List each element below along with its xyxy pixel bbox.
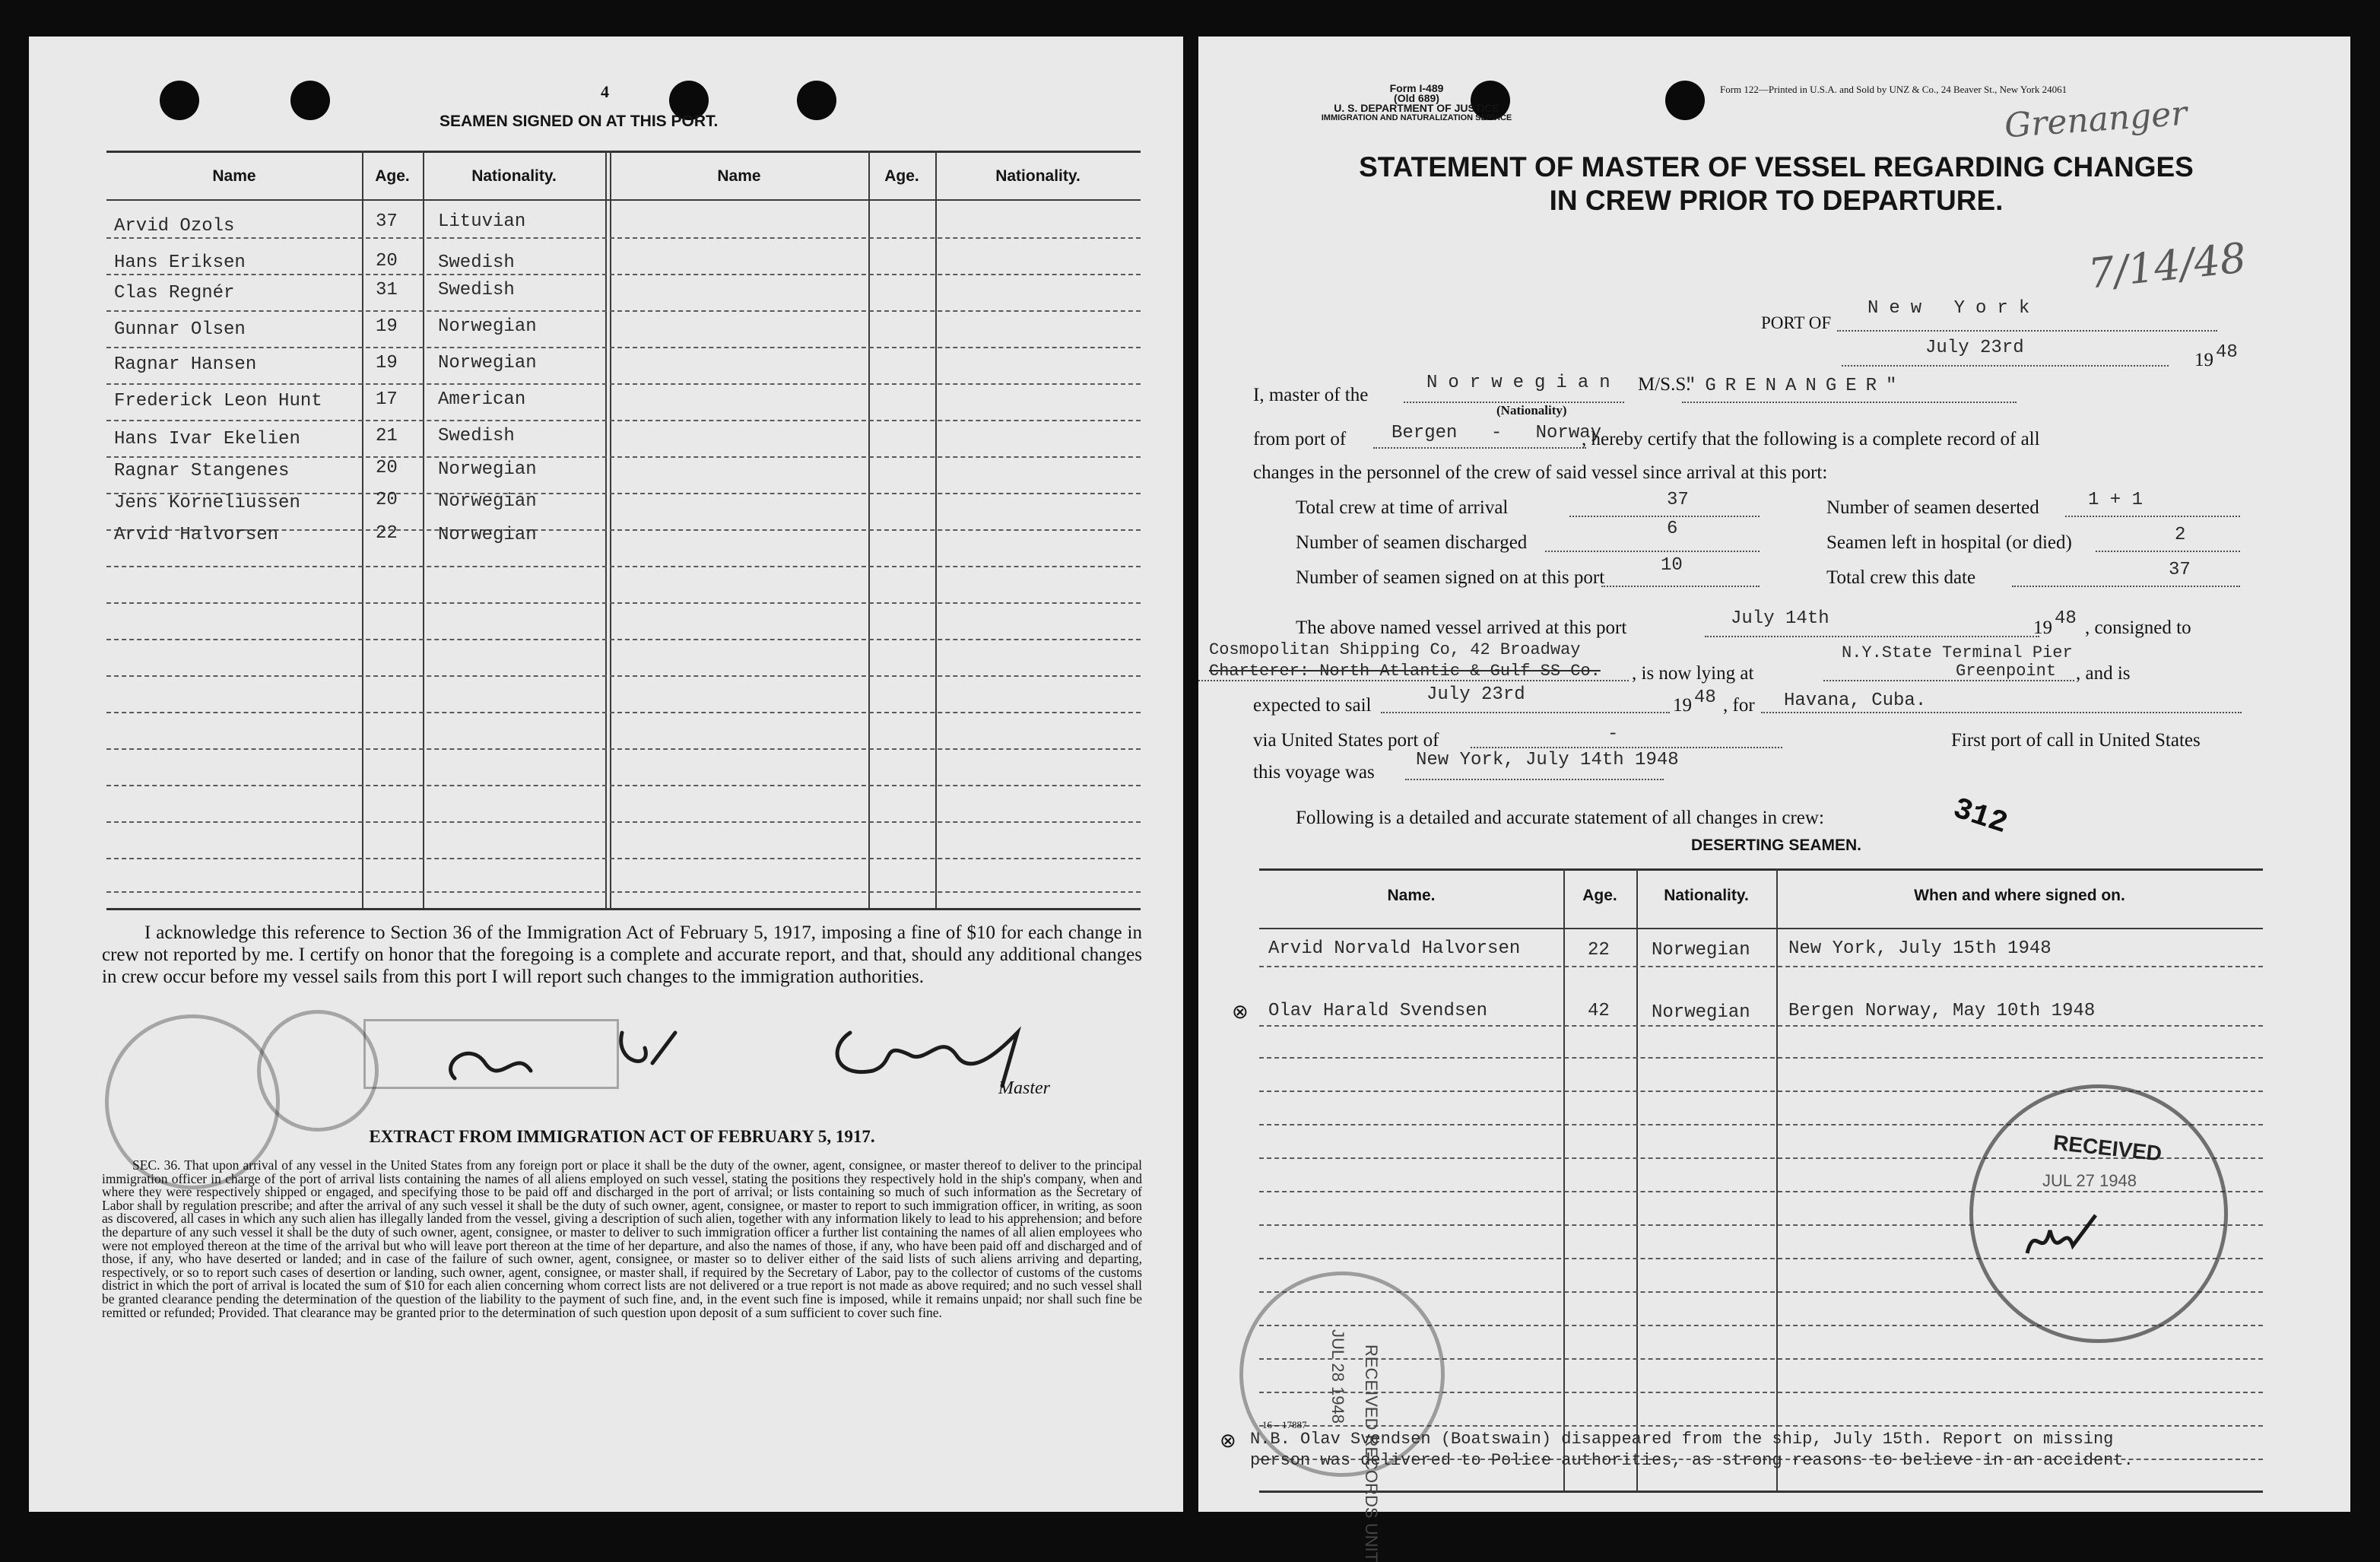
expected-date: July 23rd [1426, 684, 1525, 705]
total-crew-arrival: 37 [1667, 490, 1689, 510]
row-rule [1259, 1025, 2263, 1027]
punch-hole [797, 81, 836, 120]
deserter-age: 42 [1588, 1001, 1610, 1021]
table-header-rule [106, 199, 1141, 201]
count-line [2012, 586, 2240, 587]
count-line [1569, 516, 1760, 517]
nationality-caption: (Nationality) [1496, 403, 1567, 417]
form-number: Form I-489 [1389, 82, 1444, 94]
master-of-label: I, master of the [1253, 385, 1369, 405]
count-line [2096, 551, 2240, 552]
total-crew-arrival-label: Total crew at time of arrival [1296, 497, 1509, 518]
seaman-nationality: Lituvian [438, 211, 526, 232]
total-crew-date-label: Total crew this date [1826, 567, 1976, 588]
table-top-rule [1259, 868, 2263, 871]
hospital: 2 [2175, 525, 2186, 545]
deserter-name: Olav Harald Svendsen [1268, 1001, 1488, 1021]
column-header-age: Age. [884, 167, 919, 185]
consignee-line-2: Charterer: North Atlantic & Gulf SS Co. [1209, 662, 1601, 681]
extract-title: EXTRACT FROM IMMIGRATION ACT OF FEBRUARY 5, 1917. [369, 1127, 875, 1146]
date-value: July 23rd [1925, 338, 2024, 358]
form-title [1244, 151, 2309, 217]
seaman-nationality: American [438, 389, 526, 410]
nationality-value: Norwegian [1426, 373, 1621, 393]
deserter-nationality: Norwegian [1652, 940, 1750, 960]
column-header-age: Age. [375, 167, 410, 185]
deserter-age: 22 [1588, 940, 1610, 960]
row-rule [106, 310, 1141, 312]
column-divider [1636, 868, 1638, 1491]
year-prefix: 19 [2194, 350, 2213, 370]
port-of-value: New York [1868, 298, 2041, 319]
master-label: Master [998, 1078, 1050, 1098]
signature [424, 1002, 1109, 1116]
certify-text: , hereby certify that the following is a complete record of all [1582, 429, 2040, 449]
deserter-nationality: Norwegian [1652, 1002, 1750, 1023]
deserting-title: DESERTING SEAMEN. [1690, 837, 1862, 854]
destination: Havana, Cuba. [1784, 691, 1927, 711]
seaman-nationality: Swedish [438, 426, 515, 446]
column-divider [1776, 868, 1778, 1491]
expected-year-suffix: 48 [1694, 687, 1716, 708]
deserter-signed-on: Bergen Norway, May 10th 1948 [1788, 1001, 2096, 1021]
hospital-label: Seamen left in hospital (or died) [1826, 532, 2072, 553]
discharged-label: Number of seamen discharged [1296, 532, 1528, 553]
count-line [2065, 516, 2240, 517]
seaman-nationality: Norwegian [438, 353, 537, 373]
port-line [1837, 330, 2217, 332]
column-header-nationality: Nationality. [471, 167, 557, 185]
initials-mark [2020, 1208, 2111, 1268]
row-rule [106, 456, 1141, 458]
column-divider [1563, 868, 1565, 1491]
seaman-name: Hans Eriksen [114, 252, 246, 273]
row-rule [106, 785, 1141, 786]
deserter-name: Arvid Norvald Halvorsen [1268, 938, 1521, 959]
total-crew-date: 37 [2169, 560, 2191, 580]
arrived-date: July 14th [1731, 608, 1829, 629]
first-port-label: First port of call in United States [1951, 730, 2201, 751]
seaman-name: Arvid Halvorsen [114, 525, 279, 545]
row-rule [1259, 966, 2263, 967]
row-rule [106, 566, 1141, 567]
seaman-nationality: Norwegian [438, 316, 537, 337]
row-rule [106, 347, 1141, 348]
seaman-nationality: Norwegian [438, 459, 537, 480]
punch-hole [160, 81, 199, 120]
seaman-nationality: Norwegian [438, 491, 537, 512]
table-header-rule [1259, 928, 2263, 929]
punch-hole [290, 81, 330, 120]
seaman-age: 21 [376, 426, 398, 446]
via-line [1471, 747, 1782, 748]
right-page [1198, 37, 2350, 1562]
seaman-age: 17 [376, 389, 398, 410]
handwritten-date: 7/14/48 [2086, 233, 2248, 298]
row-rule [106, 639, 1141, 640]
note-line-1: N.B. Olav Svendsen (Boatswain) disappeared from the ship, July 15th. Report on missing [1250, 1430, 2114, 1449]
from-port-value: Bergen - Norway [1392, 423, 1602, 443]
and-is-text: , and is [2076, 663, 2131, 684]
deserted: 1 + 1 [2088, 490, 2144, 510]
seaman-name: Ragnar Hansen [114, 354, 257, 375]
row-rule [1259, 1057, 2263, 1059]
following-text: Following is a detailed and accurate statement of all changes in crew: [1296, 808, 1824, 828]
table-bottom-rule [106, 908, 1141, 910]
title-line-1: STATEMENT OF MASTER OF VESSEL REGARDING CHANGES [1359, 151, 2194, 183]
consigned-text: , consigned to [2085, 617, 2191, 638]
signed-on-label: Number of seamen signed on at this port [1296, 567, 1605, 588]
year-suffix: 48 [2216, 342, 2238, 363]
seaman-age: 20 [376, 458, 398, 478]
printer-note: Form 122—Printed in U.S.A. and Sold by UNZ & Co., 24 Beaver St., New York 24061 [1720, 84, 2067, 95]
column-header-nationality: Nationality. [995, 167, 1081, 185]
form-old-number: (Old 689) [1394, 92, 1439, 104]
row-rule [106, 748, 1141, 750]
count-line [1601, 586, 1760, 587]
row-rule [106, 712, 1141, 713]
expected-label: expected to sail [1253, 695, 1372, 716]
destination-line [1761, 712, 2242, 713]
row-rule [106, 420, 1141, 421]
consignee-line-1: Cosmopolitan Shipping Co, 42 Broadway [1209, 640, 1581, 659]
voyage-line [1405, 779, 1664, 780]
seaman-age: 19 [376, 353, 398, 373]
count-line [1545, 551, 1760, 552]
lying-value-2: Greenpoint [1956, 662, 2057, 681]
section-title: SEAMEN SIGNED ON AT THIS PORT. [440, 113, 719, 130]
arrived-year-prefix: 19 [2033, 617, 2052, 638]
changes-text: changes in the personnel of the crew of said vessel since arrival at this port: [1253, 462, 1828, 483]
seaman-age: 31 [376, 280, 398, 300]
voyage-label: this voyage was [1253, 762, 1375, 783]
row-rule [106, 237, 1141, 239]
via-label: via United States port of [1253, 730, 1439, 751]
column-header-signed-on: When and where signed on. [1914, 887, 2125, 904]
arrived-line [1705, 636, 2039, 637]
row-rule [106, 821, 1141, 823]
from-port-label: from port of [1253, 429, 1347, 449]
signed-on: 10 [1661, 555, 1683, 576]
date-line [1842, 365, 2169, 367]
table-top-rule [106, 151, 1141, 153]
column-header-age: Age. [1582, 887, 1617, 904]
via-value: - [1607, 724, 1619, 744]
row-rule [106, 858, 1141, 859]
seaman-age: 20 [376, 251, 398, 271]
for-label: , for [1723, 695, 1755, 716]
row-rule [106, 383, 1141, 385]
column-header-nationality: Nationality. [1664, 887, 1749, 904]
expected-year-prefix: 19 [1673, 695, 1692, 716]
records-stamp-date: JUL 28 1948 [1328, 1329, 1347, 1424]
received-stamp-label: RECEIVED [2052, 1130, 2163, 1166]
title-line-2: IN CREW PRIOR TO DEPARTURE. [1549, 185, 2004, 216]
left-page [29, 37, 1183, 1512]
table-bottom-rule [1259, 1491, 2263, 1493]
seaman-nationality: Swedish [438, 252, 515, 273]
column-header-name: Name [212, 167, 256, 185]
seaman-name: Jens Korneliussen [114, 493, 300, 513]
check-mark-icon: ⊗ [1232, 1001, 1249, 1023]
note-line-2: person was delivered to Police authorities, as strong reasons to believe in an accident. [1250, 1451, 2134, 1470]
seaman-name: Ragnar Stangenes [114, 461, 290, 481]
lying-line [1823, 680, 2074, 681]
page-number: 4 [601, 82, 609, 101]
row-rule [106, 274, 1141, 275]
check-mark-icon: ⊗ [1220, 1430, 1236, 1452]
arrived-year-suffix: 48 [2055, 608, 2077, 629]
extract-text: SEC. 36. That upon arrival of any vessel in the United States from any foreign port or place it shall be the duty of the owner, agent, consignee, or master thereof to deliver to the principal immigration officer in charge of the port of arrival lists containing the names of all aliens employed on such vessel, stating the positions they respectively hold in the ship's company, when and where they were respectively shipped or engaged, and specifying those to be paid off and discharged in the port of arrival; or lists containing so much of such information as the Secretary of Labor shall by regulation prescribe; and after the arrival of any such vessel it shall be the duty of such owner, agent, consignee, or master to report to such immigration officer, in writing, as soon as discovered, all cases in which any such alien has illegally landed from the vessel, giving a description of such alien, together with any information likely to lead to his apprehension; and before the departure of any such vessel it shall be the duty of such owner, agent, consignee, or master to deliver to such immigration officer a further list containing the names of all alien employees who were not employed thereon at the time of the arrival but who will leave port thereon at the time of her departure, and also the names of those, if any, who have been paid off and discharged and of those, if any, who have deserted or landed; and in case of the failure of such owner, agent, consignee, or master so to deliver either of the said lists of such aliens arriving and departing, respectively, or so to report such cases of desertion or landing, such owner, agent, consignee, or master shall, if required by the Secretary of Labor, pay to the collector of customs of the customs district in which the port of arrival is located the sum of $10 for each alien concerning whom correct lists are not delivered or a true report is not made as above required; and no such vessel shall be granted clearance pending the determination of the question of the liability to the payment of such fine, and, in the event such fine is imposed, while it remains unpaid; nor shall such fine be remitted or refunded; Provided. That clearance may be granted prior to the determination of such question upon deposit of a sum sufficient to cover such fine. [102, 1157, 1142, 1320]
from-port-line [1373, 447, 1586, 449]
handwritten-vessel-name: Grenanger [2003, 94, 2188, 146]
department: U. S. DEPARTMENT OF JUSTICE [1334, 102, 1499, 114]
seaman-name: Clas Regnér [114, 283, 235, 303]
seaman-nationality: Swedish [438, 280, 515, 300]
seaman-name: Gunnar Olsen [114, 319, 246, 340]
column-header-name: Name [717, 167, 761, 185]
row-rule [106, 602, 1141, 604]
row-rule [106, 891, 1141, 893]
deserted-label: Number of seamen deserted [1826, 497, 2039, 518]
expected-line [1381, 712, 1670, 713]
seaman-name: Arvid Ozols [114, 216, 235, 237]
received-stamp-date: JUL 27 1948 [2042, 1171, 2137, 1190]
lying-value-1: N.Y.State Terminal Pier [1842, 643, 2073, 662]
postmark-stamp [257, 1010, 379, 1132]
lying-text: , is now lying at [1632, 663, 1754, 684]
stamp-number: 312 [1948, 792, 2012, 843]
voyage-value: New York, July 14th 1948 [1416, 750, 1679, 770]
seaman-age: 37 [376, 211, 398, 232]
seaman-age: 22 [376, 523, 398, 544]
vessel-type: M/S.S. [1638, 374, 1691, 395]
note-code: 16—17887 [1262, 1419, 1307, 1430]
form-header [1299, 84, 1534, 123]
vessel-name: "GRENANGER" [1685, 376, 1906, 396]
vessel-line [1682, 402, 2017, 403]
consignee-line [1198, 680, 1629, 681]
row-rule [106, 675, 1141, 677]
records-stamp-label: RECEIVED RECORDS UNIT [1362, 1345, 1381, 1562]
seaman-name: Hans Ivar Ekelien [114, 429, 300, 449]
service: IMMIGRATION AND NATURALIZATION SERVICE [1321, 113, 1512, 122]
arrived-text: The above named vessel arrived at this port [1296, 617, 1627, 638]
acknowledgement-text: I acknowledge this reference to Section 36 of the Immigration Act of February 5, 1917, imposing a fine of $10 for each change in crew not reported by me. I certify on honor that the foregoing is a complete and accurate report, and that, should any additional changes in crew occur before my vessel sails from this port I will report such changes to the immigration authorities. [102, 922, 1142, 987]
seaman-age: 20 [376, 490, 398, 510]
seaman-nationality: Norwegian [438, 525, 537, 545]
seaman-name: Frederick Leon Hunt [114, 391, 322, 411]
port-of-label: PORT OF [1761, 313, 1832, 332]
discharged: 6 [1667, 519, 1678, 539]
punch-hole [1665, 81, 1705, 120]
seaman-age: 19 [376, 316, 398, 337]
column-header-name: Name. [1387, 887, 1436, 904]
deserter-signed-on: New York, July 15th 1948 [1788, 938, 2052, 959]
